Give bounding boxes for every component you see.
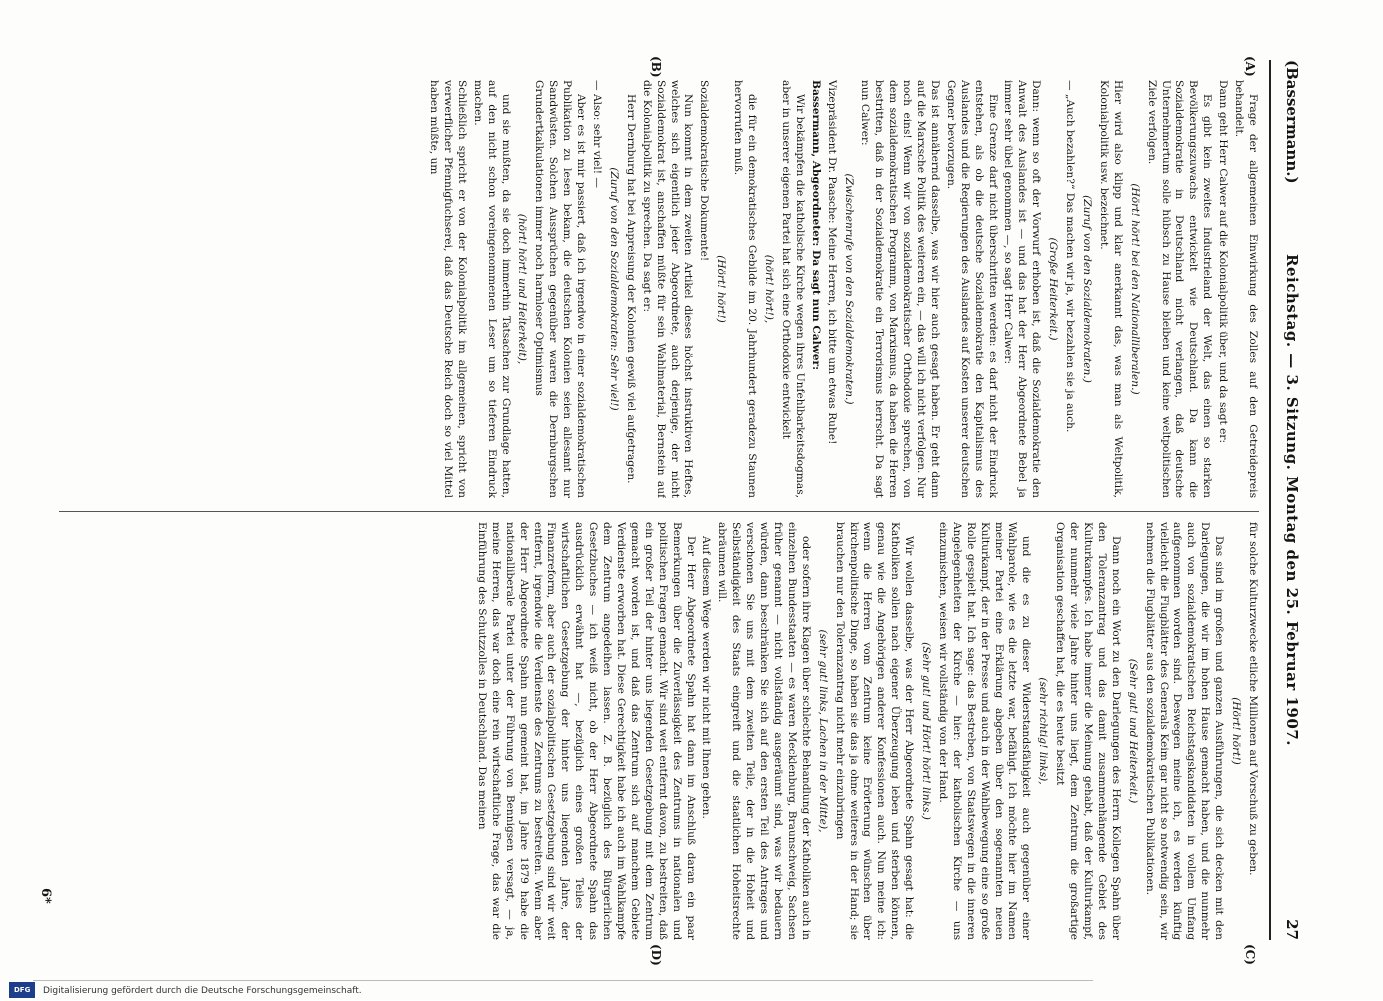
paragraph: Vizepräsident Dr. Paasche: Meine Herren, ich bitte um etwas Ruhe! <box>825 80 838 445</box>
margin-marker-c: (C) <box>1243 944 1257 965</box>
interjection: (hört! hört! und Heiterkeit), <box>516 213 529 365</box>
paragraph: oder sofern ihre Klagen über schlechte Behandlung der Katholiken auch in einzelnen Bundesstaaten — es waren Mecklenburg, Braunschweig, Sachsen früher genannt — nicht vollständig ausgeräumt sind, was wir bedauern würden, dann beschränken Sie sich auf den ersten Teil des Antrages und verschonen Sie uns mit dem zweiten Teile, der in die Hoheit und Selbständigkeit des Staats eingreift und die staatlichen Hoheitsrechte abräumen will. <box>716 522 812 940</box>
interjection: (Große Heiterkeit.) <box>1047 237 1060 341</box>
paragraph: Bassermann, Abgeordneter: Da sagt nun Calwer: <box>809 80 822 371</box>
paragraph: Der Herr Abgeordnete Spahn hat dann im Anschluß daran ein paar Bemerkungen über die Zuverlässigkeit des Zentrums in nationalen und politischen Fragen gemacht. Wir sind weit entfernt davon, zu bestreiten, daß ein großer Teil der hinter uns liegenden Gesetzgebung mit dem Zentrum gemacht worden ist, und daß das Zentrum sich auf manchem Gebiete Verdienste erworben hat. Diese Gerechtigkeit habe ich auch im Wahlkampfe dem Zentrum angedeihen lassen. Z. B. bezüglich des Bürgerlichen Gesetzbuches — ich weiß nicht, ob der Herr Abgeordnete Spahn das ausdrücklich erwähnt hat —, bezüglich eines großen Teiles der wirtschaftlichen Gesetzgebung der hinter uns liegenden Jahre, der Finanzreform, aber auch der sozialpolitischen Gesetzgebung sind wir weit entfernt, irgendwie die Verdienste des Zentrums zu bestreiten. Wenn aber der Herr Abgeordnete Spahn nun gemeint hat, im Jahre 1879 habe die nationalliberale Partei unter der Führung von Bennigsen versagt, — ja, meine Herren, das war doch eine rein wirtschaftliche Frage, das war die Einführung des Schutzzolles in Deutschland. Das meinen <box>475 522 697 940</box>
paragraph: Aber es ist mir passiert, daß ich irgendwo in einer sozialdemokratischen Publikation zu lesen bekam, die deutschen Kolonien seien allesamt nur Sandwüsten. Solchen Aussprüchen gegenüber waren die Dernburgschen Grundertkalkulationen immer noch harmloser Optimismus <box>533 80 588 498</box>
paragraph: — Also: sehr viel! — <box>591 80 604 188</box>
paragraph: — „Auch bezahlen?“ Das machen wir ja, wir bezahlen sie ja auch. <box>1064 80 1077 433</box>
paragraph: Dann geht Herr Calwer auf die Kolonialpolitik über, und da sagt er: <box>1217 80 1230 444</box>
paragraph: Hier wird also klipp und klar anerkannt das, was man als Weltpolitik, Kolonialpolitik usw. bezeichnet. <box>1097 80 1124 498</box>
interjection: (Sehr gut! und Hört! hört! links.) <box>920 642 933 820</box>
text-column-right <box>54 522 1259 940</box>
interjection: (sehr gut! links, Lachen in der Mitte), <box>816 629 829 833</box>
header-title: Reichstag. — 3. Sitzung. Montag den 25. Februar 1907. <box>1283 254 1301 746</box>
page-header <box>1269 60 1303 940</box>
dfg-logo: DFG <box>9 982 35 998</box>
digitization-credit: Digitalisierung gefördert durch die Deutsche Forschungsgemeinschaft. <box>43 986 362 996</box>
interjection: (Sehr gut! und Heiterkeit.) <box>1126 658 1139 804</box>
paragraph: Dann: wenn so oft der Vorwurf erhoben ist, daß die Sozialdemokratie den Anwalt des Auslandes ist — und das hat der Herr Abgeordnete Bebel ja immer sehr übel genommen —, so sagt Herr Calwer: <box>1002 80 1043 498</box>
interjection: (Zwischenrufe von den Sozialdemokraten.) <box>842 173 855 405</box>
header-speaker: (Bassermann.) <box>1283 60 1301 184</box>
paragraph: und sie mußten, da sie doch immerhin Tatsachen zur Grundlage hatten, auf den nicht schon voreingenommenen Leser um so tieferen Eindruck machen. <box>471 80 512 498</box>
interjection: (Hört! hört! bei den Nationalliberalen.) <box>1128 183 1141 395</box>
paragraph: Das ist annähernd dasselbe, was wir hier auch gesagt haben. Er geht dann auf die Marxsche Politik des weiteren ein, — das will ich nicht verfolgen. Nur noch eins! Wenn wir von sozialdemokratischer Orthodoxie sprechen, von dem sozialdemokratischen Programm, von Marxismus, da haben die Herren bestritten, daß in der Sozialdemokratie ein Terrorismus herrscht. Da sagt nun Calwer: <box>859 80 941 498</box>
column-divider <box>59 511 1259 512</box>
paragraph: die für ein demokratisches Gebilde im 20. Jahrhundert geradezu Staunen hervorrufen muß. <box>732 80 759 498</box>
margin-marker-a: (A) <box>1243 56 1257 77</box>
paragraph: Frage der allgemeinen Einwirkung des Zolles auf den Getreidepreis behandelt. <box>1233 80 1259 498</box>
paragraph: Es gibt kein zweites Industrieland der Welt, das einen so starken Bevölkerungszuwachs entwickelt wie Deutschland. Da kann die Sozialdemokratie in Deutschland nicht verlangen, daß deutsche Unternehmertum solle hübsch zu Hause bleiben und keine weltpolitischen Ziele verfolgen. <box>1145 80 1214 498</box>
interjection: (sehr richtig! links), <box>1037 677 1050 785</box>
paragraph: Wir bekämpfen die katholische Kirche wegen ihres Unfehlbarkeitsdogmas, aber in unserer eigenen Partei hat sich eine Orthodoxie entwickelt <box>779 80 806 498</box>
interjection: (Zuruf von den Sozialdemokraten: Sehr viel!) <box>607 167 620 411</box>
paragraph: Wir wollen dasselbe, was der Herr Abgeordnete Spahn gesagt hat: die Katholiken sollen nach eigener Überzeugung leben und sterben können, genau wie die Angehörigen anderer Konfessionen auch. Nun meine ich: wenn die Herren vom Zentrum keine Erörterung wünschen über kirchenpolitische Dinge, so haben sie das ja ohne weiteres in der Hand; sie brauchen nur den Toleranzantrag nicht mehr einzubringen <box>833 522 916 940</box>
margin-marker-b: (B) <box>649 56 663 78</box>
interjection: (Hört! hört!) <box>715 255 728 323</box>
paragraph: Sozialdemokratische Dokumente! <box>698 80 711 262</box>
interjection: (Zuruf von den Sozialdemokraten.) <box>1081 195 1094 383</box>
paragraph: und die es zu dieser Widerstandsfähigkeit auch gegenüber einer Wahlparole, wie es die letzte war, befähigt. Ich möchte hier im Namen meiner Partei eine Erklärung abgeben über den sogenannten neuen Kulturkampf, der in der Presse und auch in der Wahlbewegung eine so große Rolle gespielt hat. Ich sage: das Bestreben, von Staatswegen in die inneren Angelegenheiten der Kirche — hier: der katholischen Kirche — uns einzumischen, weisen wir vollständig von der Hand. <box>936 522 1033 940</box>
paragraph: für solche Kulturzwecke etliche Millionen auf Vorschuß zu geben. <box>1247 522 1259 876</box>
interjection: (hört! hört!), <box>763 254 775 324</box>
signature-mark: 6* <box>38 888 53 904</box>
paragraph: Auf diesem Wege werden wir nicht mit Ihnen gehen. <box>700 536 713 819</box>
paragraph: Nun kommt in dem zweiten Artikel dieses höchst instruktiven Heftes, welches sich eigentlich jeder Abgeordnete, auch derjenige, der nicht Sozialdemokrat ist, anschaffen müßte für sein Wahlmaterial, Bernstein auf die Kolonialpolitik zu sprechen. Da sagt er: <box>640 80 695 498</box>
text-column-left <box>54 80 1259 498</box>
paragraph: Herr Dernburg hat bei Anpreisung der Kolonien gewiß viel aufgetragen. <box>624 94 637 484</box>
paragraph: Das sind im großen und ganzen Ausführungen, die sich decken mit den Darlegungen, die wir im hohen Hause gemacht haben, und die nunmehr auch von sozialdemokratischen Reichstagskandidaten in vollem Umfang aufgenommen worden sind. Deswegen meine ich, es werden künftig vielleicht die Flugblätter des Generals Keim gar nicht so notwendig sein, wir nehmen die Flugblätter aus den sozialdemokratischen Publikationen. <box>1143 522 1226 940</box>
paragraph: Eine Grenze darf nicht überschritten werden: es darf nicht der Eindruck entstehen, als ob die deutsche Sozialdemokratie den Kapitalismus des Auslandes und die Regierungen des Auslandes auf Kosten unserer deutschen Gegner bevorzugen. <box>944 80 999 498</box>
margin-marker-d: (D) <box>649 944 663 966</box>
paragraph: Dann noch ein Wort zu den Darlegungen des Herrn Kollegen Spahn über den Toleranzantrag und das damit zusammenhängende Gebiet des Kulturkampfes. Ich habe immer die Meinung gehabt, daß der Kulturkampf, der nunmehr viele Jahre hinter uns liegt, dem Zentrum die großartige Organisation geschaffen hat, die es heute besitzt <box>1054 522 1122 940</box>
paragraph: Schließlich spricht er von der Kolonialpolitik im allgemeinen, spricht von verwerflicher Pfennigfuchserei, daß das Deutsche Reich doch so viel Mittel haben müßte, um <box>428 80 468 498</box>
page-number: 27 <box>1283 919 1301 940</box>
interjection: (Hört! hört!) <box>1230 697 1243 765</box>
